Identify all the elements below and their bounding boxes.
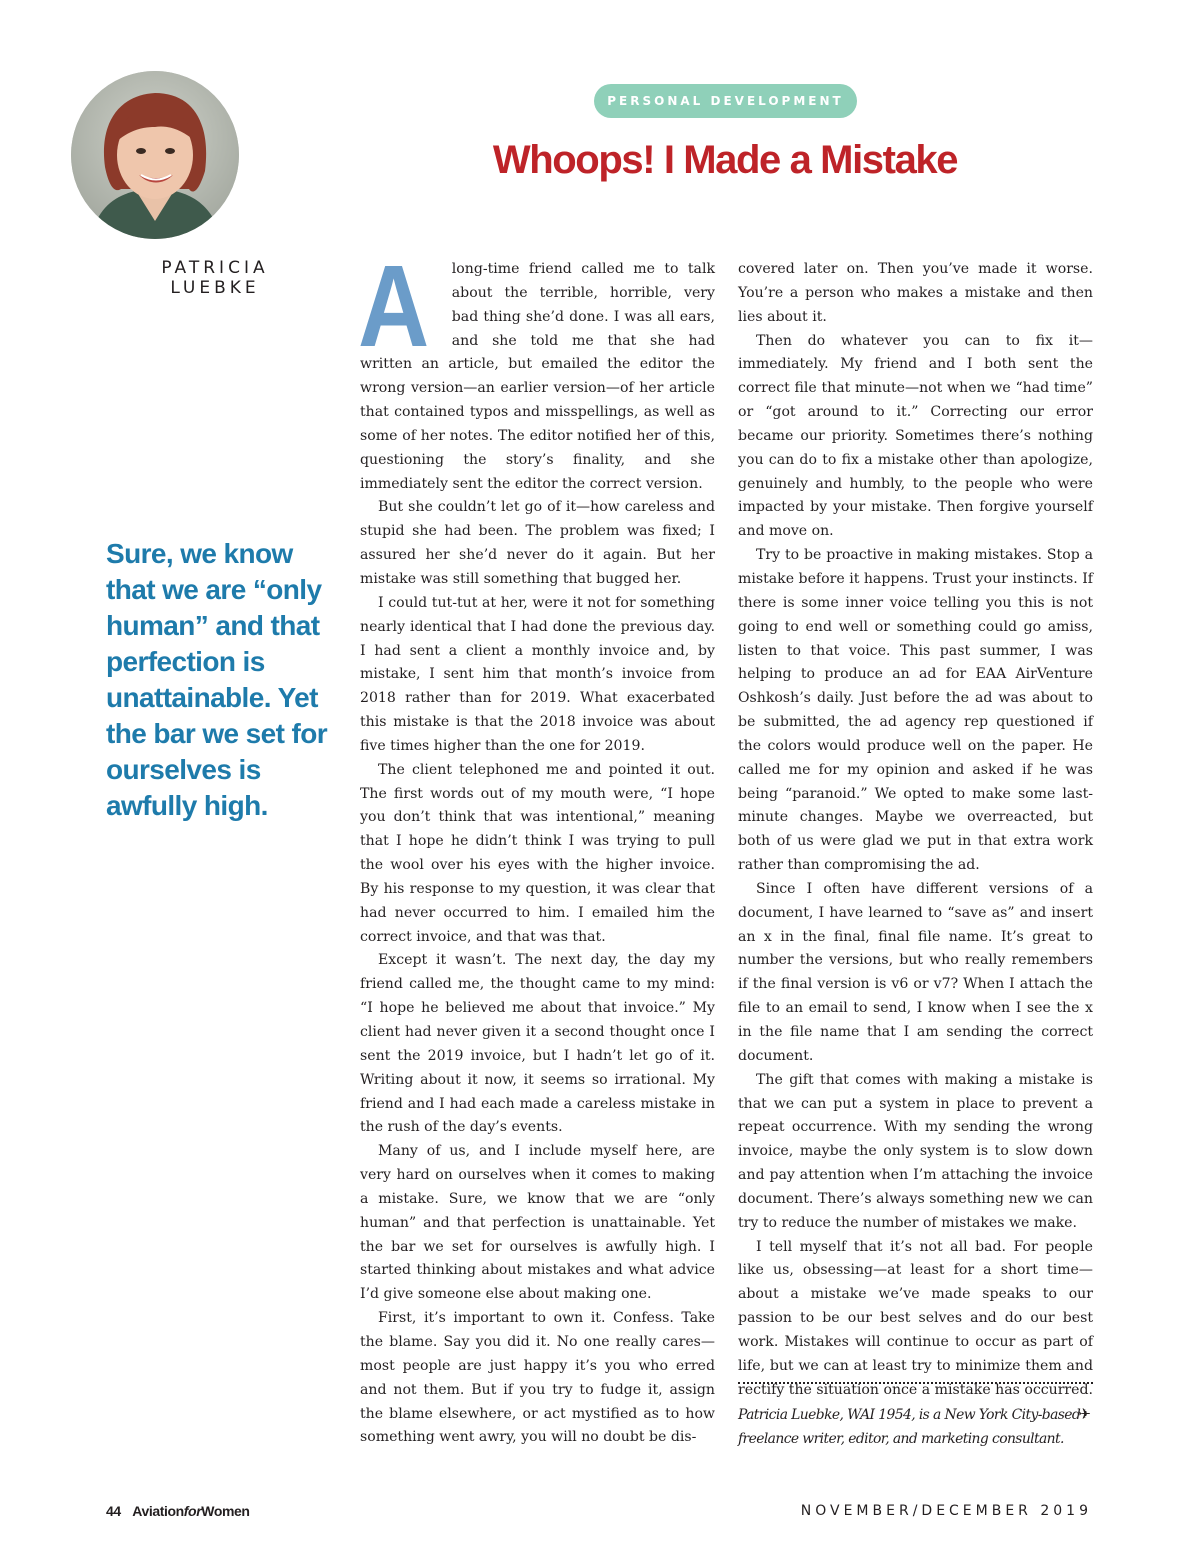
author-portrait-icon bbox=[71, 71, 239, 239]
article-column-1 bbox=[358, 241, 715, 1450]
category-badge: PERSONAL DEVELOPMENT bbox=[594, 84, 857, 118]
author-last-name: LUEBKE bbox=[170, 278, 260, 298]
article-paragraph: covered later on. Then you’ve made it worse. You’re a person who makes a mistake and then lies about it. bbox=[738, 261, 1093, 325]
author-bio: Patricia Luebke, WAI 1954, is a New York City-based freelance writer, editor, and marketing consultant. bbox=[738, 1407, 1081, 1447]
footer-folio bbox=[106, 1502, 250, 1520]
paragraph-text: I tell myself that it’s not all bad. For people like us, obsessing—at least for a short time—about a mistake we’ve made speaks to our passion to be our best selves and do our best work. Mistakes will continue to occur as part of life, but we can at least try to minimize them and rectify the situation once a mistake has occurred. bbox=[738, 1238, 1094, 1398]
author-photo bbox=[71, 71, 239, 239]
bio-divider bbox=[738, 1382, 1093, 1384]
publication-name-part: for bbox=[183, 1503, 202, 1519]
drop-cap: A bbox=[358, 241, 430, 371]
article-paragraph: Then do whatever you can to fix it—immediately. My friend and I both sent the correct file that minute—not when we “had time” or “got around to it.” Correcting our error became our priority. Sometimes there’s nothing you can do to fix a mistake other than apologize, genuinely and humbly, to the people who were impacted by your mistake. Then forgive yourself and move on. bbox=[738, 332, 1093, 540]
article-paragraph bbox=[738, 1236, 1094, 1423]
article-paragraph: First, it’s important to own it. Confess. Take the blame. Say you did it. No one really cares—most people are just happy it’s you who erred and not them. But if you try to fudge it, assign the blame elsewhere, or act mystified as to how something went awry, you will no doubt be dis- bbox=[360, 1310, 715, 1446]
article-paragraph: Except it wasn’t. The next day, the day my friend called me, the thought came to my mind: “I hope he believed me about that invoice.” My client had never given it a second thought once I sent the 2019 invoice, but I hadn’t let go of it. Writing about it now, it seems so irrational. My friend and I had each made a careless mistake in the rush of the day’s events. bbox=[360, 952, 715, 1136]
article-paragraph: The client telephoned me and pointed it out. The first words out of my mouth were, “I hope you don’t think that was intentional,” meaning that I hope he didn’t think I was trying to pull the wool over his eyes with the higher invoice. By his response to my question, it was clear that had never occurred to him. I emailed him the correct invoice, and that was that. bbox=[360, 761, 715, 945]
article-paragraph: Try to be proactive in making mistakes. Stop a mistake before it happens. Trust your instincts. If there is some inner voice telling you this is not going to end well or something could go amiss, listen to that voice. This past summer, I was helping to produce an ad for EAA AirVenture Oshkosh’s daily. Just before the ad was about to be submitted, the ad agency rep questioned if the colors would produce well on the paper. He called me for my opinion and asked if he was being “paranoid.” We opted to make some last-minute changes. Maybe we overreacted, but both of us were glad we put in that extra work rather than compromising the ad. bbox=[738, 547, 1093, 874]
article-paragraph: The gift that comes with making a mistake is that we can put a system in place to prevent a repeat occurrence. With my sending the wrong invoice, maybe the only system is to slow down and pay attention when I’m attaching the invoice document. There’s always something new we can try to reduce the number of mistakes we make. bbox=[738, 1071, 1093, 1231]
issue-date: NOVEMBER/DECEMBER 2019 bbox=[800, 1503, 1092, 1519]
pull-quote: Sure, we know that we are “only human” and that perfection is unattainable. Yet the bar we set for ourselves is awfully high. bbox=[106, 538, 328, 821]
article-column-2 bbox=[738, 258, 1093, 1426]
publication-name-part: Women bbox=[201, 1503, 250, 1519]
article-paragraph: Many of us, and I include myself here, are very hard on ourselves when it comes to making a mistake. Sure, we know that we are “only human” and that perfection is unattainable. Yet the bar we set for ourselves is awfully high. I started thinking about mistakes and what advice I’d give someone else about making one. bbox=[360, 1143, 715, 1303]
publication-name-part: Aviation bbox=[132, 1503, 184, 1519]
airplane-icon: ✈ bbox=[1078, 1404, 1091, 1423]
article-paragraph: I could tut-tut at her, were it not for something nearly identical that I had done the previous day. I had sent a client a monthly invoice and, by mistake, I sent him that month’s invoice from 2018 rather than for 2019. What exacerbated this mistake is that the 2018 invoice was about five times higher than the one for 2019. bbox=[360, 594, 715, 754]
article-paragraph: But she couldn’t let go of it—how careless and stupid she had been. The problem was fixed; I assured her she’d never do it again. But her mistake was still something that bugged her. bbox=[360, 499, 715, 587]
author-first-name: PATRICIA bbox=[161, 258, 269, 278]
article-headline: Whoops! I Made a Mistake bbox=[492, 138, 958, 182]
article-paragraph: Since I often have different versions of a document, I have learned to “save as” and insert an x in the final, final file name. It’s great to number the versions, but who really remembers if the final version is v6 or v7? When I attach the file to an email to send, I know when I see the x in the file name that I am sending the correct document. bbox=[738, 880, 1093, 1064]
publication-name bbox=[132, 1503, 249, 1519]
article-paragraph bbox=[358, 241, 715, 496]
page-number: 44 bbox=[106, 1503, 121, 1519]
author-byline bbox=[120, 258, 310, 298]
paragraph-text: long-time friend called me to talk about the terrible, horrible, very bad thing she’d done. I was all ears, and she told me that she had written an article, but emailed the editor the wrong version—an earlier version—of her article that contained typos and misspellings, as well as some of her notes. The editor notified her of this, questioning the story’s finality, and she immediately sent the editor the correct version. bbox=[360, 261, 715, 492]
